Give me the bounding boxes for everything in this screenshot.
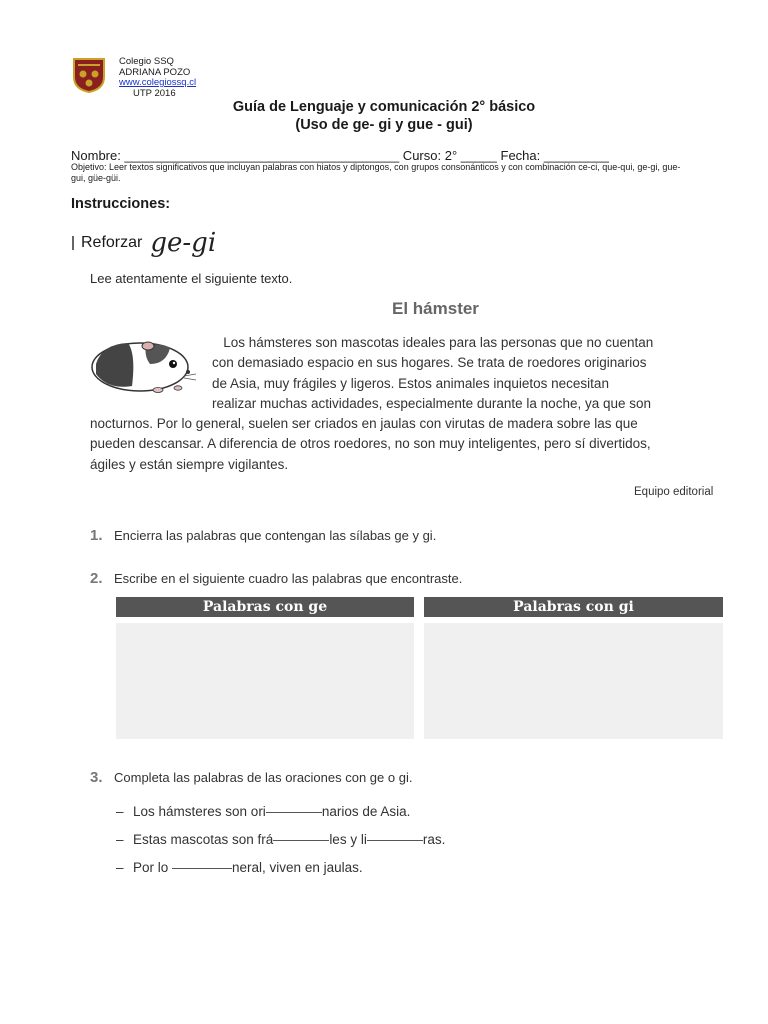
sentence-part: ras.	[422, 832, 446, 847]
question-number: 2.	[90, 570, 103, 587]
answer-blank[interactable]	[172, 867, 232, 869]
hamster-illustration	[88, 334, 200, 396]
school-crest-logo	[72, 57, 106, 93]
table-header-ge: Palabras con ge	[116, 597, 414, 617]
school-info	[119, 57, 196, 99]
table-header-gi: Palabras con gi	[424, 597, 723, 617]
teacher-name: ADRIANA POZO	[119, 66, 191, 78]
sentence-part: Por lo	[133, 860, 173, 875]
sentence-part: Los hámsteres son ori	[133, 804, 266, 819]
answer-box-gi[interactable]	[424, 623, 723, 739]
guide-title: Guía de Lenguaje y comunicación 2° básico	[232, 99, 536, 115]
answer-blank[interactable]	[266, 811, 322, 813]
student-fields: Nombre: ______________________________________ Curso: 2° _____ Fecha: _________	[71, 148, 609, 163]
reforzar-label: Reforzar	[81, 234, 143, 251]
instructions-heading: Instrucciones:	[71, 196, 171, 212]
objective-text: Objetivo: Leer textos significativos que incluyan palabras con hiatos y diptongos, con grupos consonánticos y con combinación ce-ci, que-qui, ge-gi, gue-gui, güe-güi.	[71, 162, 681, 183]
sentence-part: narios de Asia.	[321, 804, 411, 819]
reading-line: Los hámsteres son mascotas ideales para las personas que no cuentan	[212, 335, 654, 350]
question-3	[90, 769, 412, 786]
list-dash: –	[116, 860, 124, 875]
reading-line: con demasiado espacio en sus hogares. Se trata de roedores originarios	[212, 355, 647, 371]
school-name: Colegio SSQ	[119, 56, 174, 67]
reading-paragraph-full	[90, 414, 651, 475]
reading-title: El hámster	[392, 299, 479, 318]
banner-marker	[72, 236, 74, 250]
reading-credit: Equipo editorial	[634, 486, 714, 498]
fill-sentence-3	[116, 860, 363, 875]
reading-line: realizar muchas actividades, especialmente durante la noche, ya que son	[212, 395, 652, 411]
question-number: 3.	[90, 769, 103, 786]
fill-sentence-2	[116, 832, 445, 847]
reading-prompt: Lee atentamente el siguiente texto.	[90, 271, 293, 286]
fill-sentence-1	[116, 804, 410, 819]
question-1	[90, 527, 436, 544]
question-text: Completa las palabras de las oraciones con ge o gi.	[114, 770, 413, 785]
answer-box-ge[interactable]	[116, 623, 414, 739]
list-dash: –	[116, 832, 124, 847]
question-2	[90, 570, 462, 587]
question-text: Encierra las palabras que contengan las sílabas ge y gi.	[114, 528, 437, 543]
question-text: Escribe en el siguiente cuadro las palabras que encontraste.	[114, 571, 463, 586]
list-dash: –	[116, 804, 124, 819]
reading-paragraph-beside-image	[212, 333, 653, 414]
sentence-part: Estas mascotas son frá	[133, 832, 274, 847]
sentence-part: neral, viven en jaulas.	[232, 860, 363, 875]
reforzar-banner	[72, 228, 216, 258]
question-number: 1.	[90, 527, 103, 544]
answer-blank[interactable]	[273, 839, 329, 841]
reading-line: ágiles y están siempre vigilantes.	[90, 456, 289, 472]
reading-line: pueden descansar. A diferencia de otros roedores, no son muy inteligentes, pero sí divertidos,	[90, 436, 651, 452]
school-website-link[interactable]: www.colegiossq.cl	[119, 77, 197, 88]
reading-line: de Asia, muy frágiles y ligeros. Estos animales inquietos necesitan	[212, 375, 609, 391]
sentence-part: les y li	[329, 832, 367, 847]
reforzar-syllables: ge-gi	[150, 228, 217, 258]
unit-label: UTP 2016	[133, 87, 176, 99]
answer-blank[interactable]	[367, 839, 423, 841]
reading-line: nocturnos. Por lo general, suelen ser criados en jaulas con virutas de madera sobre las que	[90, 416, 638, 431]
guide-subtitle: (Uso de ge- gi y gue - gui)	[295, 117, 473, 133]
